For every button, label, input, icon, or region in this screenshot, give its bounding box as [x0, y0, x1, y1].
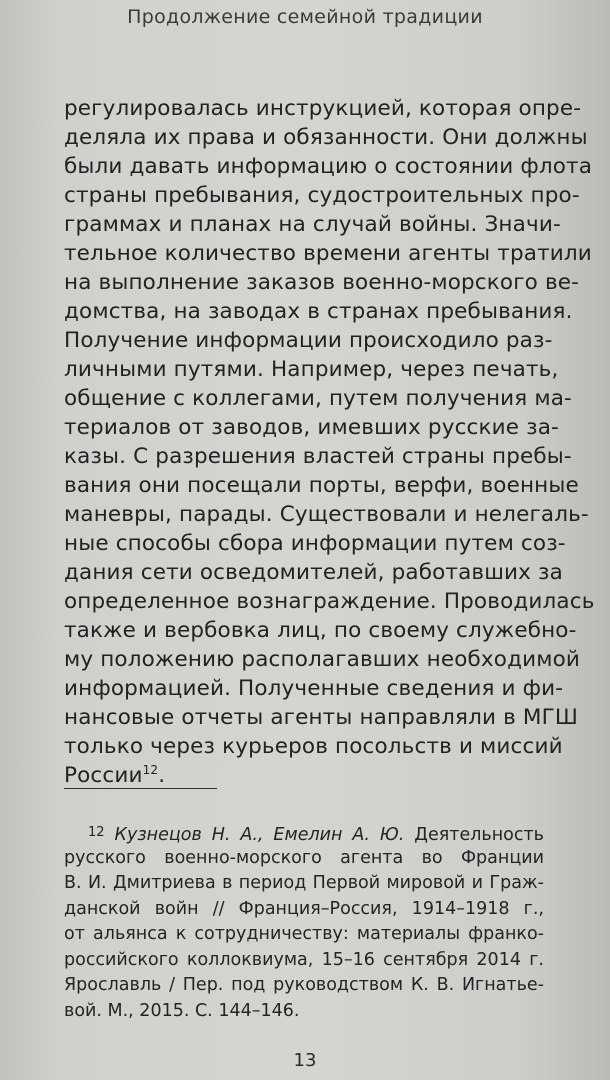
- text-line: домства, на заводах в странах пребывания.: [64, 299, 573, 324]
- text-line: казы. С разрешения властей страны пребы-: [64, 444, 572, 469]
- text-line: деляла их права и обязанности. Они должны: [64, 125, 588, 150]
- text-line: вания они посещали порты, верфи, военные: [64, 473, 579, 498]
- text-line: териалов от заводов, имевших русские за-: [64, 415, 559, 440]
- text-line: ные способы сбора информации путем соз-: [64, 531, 566, 556]
- footnote-title-start: Деятельность: [404, 825, 544, 845]
- footnote-line: данской войн // Франция–Россия, 1914–1918 г.,: [64, 898, 544, 919]
- last-line-text: России: [64, 763, 143, 788]
- running-title: Продолжение семейной традиции: [127, 6, 483, 28]
- text-line: му положению располагавших необходимой: [64, 647, 581, 672]
- text-line: дания сети осведомителей, работавших за: [64, 560, 563, 585]
- footnote-line: В. И. Дмитриева в период Первой мировой и Граж-: [64, 873, 544, 893]
- footnote-line: русского военно-морского агента во Франции: [64, 847, 544, 868]
- footnote-authors: Кузнецов Н. А., Емелин А. Ю.: [114, 825, 405, 845]
- text-line: определенное вознаграждение. Проводилась: [64, 589, 595, 614]
- text-line: маневры, парады. Существовали и нелегаль-: [64, 502, 589, 527]
- page-number: 13: [293, 1050, 317, 1071]
- text-line: страны пребывания, судостроительных про-: [64, 183, 580, 208]
- footnote-line: [64, 820, 544, 846]
- text-line: информацией. Полученные сведения и фи-: [64, 676, 564, 701]
- text-line-last: России$^{12}$.: [64, 763, 166, 788]
- text-line: нансовые отчеты агенты направляли в МГШ: [64, 705, 579, 730]
- text-line: были давать информацию о состоянии флота: [64, 154, 593, 179]
- text-line: только через курьеров посольств и миссий: [64, 734, 563, 759]
- text-line: личными путями. Например, через печать,: [64, 357, 559, 382]
- footnote-line: российского коллоквиума, 15–16 сентября 2014 г.: [64, 949, 544, 970]
- main-text: [64, 94, 595, 790]
- text-line: тельное количество времени агенты тратили: [64, 241, 592, 266]
- footnote-reference[interactable]: 12: [142, 763, 159, 777]
- text-line: также и вербовка лиц, по своему служебно-: [64, 618, 577, 643]
- footnote: [64, 820, 544, 1024]
- text-line: общение с коллегами, путем получения ма-: [64, 386, 572, 411]
- footnote-line: Ярославль / Пер. под руководством К. В. Игнатье-: [64, 975, 544, 995]
- footnote-divider: [64, 788, 217, 789]
- footnote-number: 12: [88, 825, 105, 840]
- footnote-line-last: вой. М., 2015. С. 144–146.: [64, 1000, 300, 1021]
- text-line: регулировалась инструкцией, которая опре-: [64, 96, 582, 121]
- text-line: на выполнение заказов военно-морского ве-: [64, 270, 580, 295]
- text-line: Получение информации происходило раз-: [64, 328, 553, 353]
- footnote-line: от альянса к сотрудничеству: материалы франко-: [64, 924, 544, 944]
- text-line: граммах и планах на случай войны. Значи-: [64, 212, 561, 237]
